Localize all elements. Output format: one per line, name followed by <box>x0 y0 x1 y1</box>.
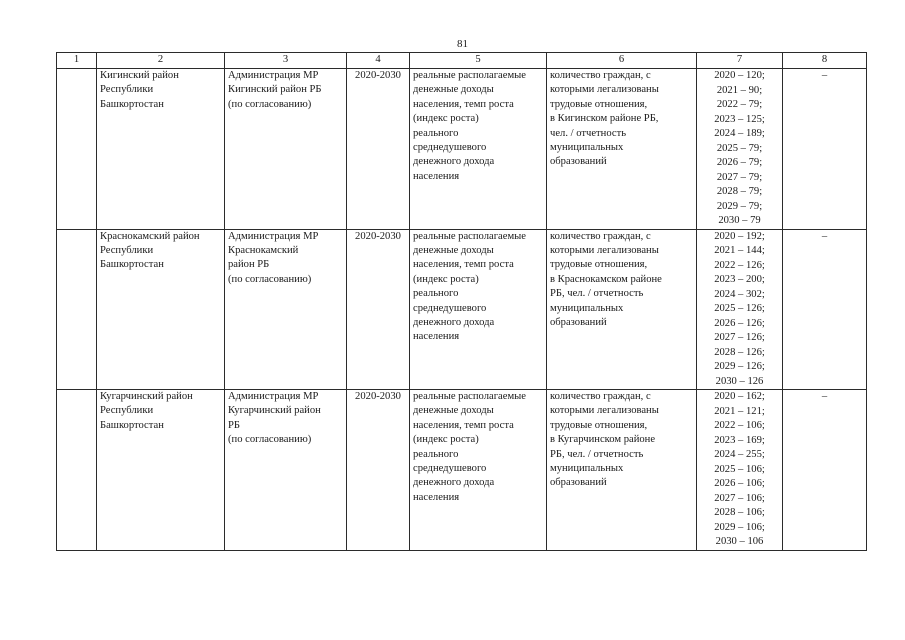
values-line: 2027 – 79; <box>716 171 763 183</box>
note-text: – <box>821 70 828 81</box>
indicator-line: населения, темп роста <box>413 98 514 110</box>
measure-line: чел. / отчетность <box>550 127 627 139</box>
executor-line: (по согласованию) <box>228 98 312 110</box>
district-line: Республики <box>100 405 154 417</box>
indicator-line: населения <box>413 170 460 182</box>
district-name <box>100 390 221 433</box>
executor-name <box>228 230 343 288</box>
values-list <box>700 390 779 550</box>
values-line: 2030 – 106 <box>715 536 764 547</box>
values-line: 2022 – 106; <box>714 420 765 431</box>
district-line: Башкортостан <box>100 98 164 110</box>
indicator-line: денежного дохода <box>413 156 495 168</box>
table-row <box>57 69 867 230</box>
indicator-line: реального <box>413 288 459 300</box>
executor-line: РБ <box>228 419 240 431</box>
district-name <box>100 69 221 112</box>
period-text: 2020-2030 <box>355 230 401 242</box>
executor-cell <box>225 229 347 390</box>
indicator-line: среднедушевого <box>413 142 487 154</box>
measure-line: количество граждан, с <box>550 230 651 242</box>
header-cell: 1 <box>57 53 97 69</box>
values-line: 2023 – 125; <box>714 113 765 125</box>
district-line: Башкортостан <box>100 259 164 271</box>
indicator-line: населения, темп роста <box>413 259 514 271</box>
executor-name <box>228 390 343 448</box>
period-text: 2020-2030 <box>355 391 401 402</box>
district-cell <box>97 229 225 390</box>
period-cell <box>347 229 410 390</box>
district-line: Башкортостан <box>100 419 164 431</box>
indicator-text <box>413 230 543 345</box>
executor-line: район РБ <box>228 259 270 271</box>
values-line: 2020 – 120; <box>714 70 765 81</box>
indicator-line: реального <box>413 448 459 460</box>
indicator-line: среднедушевого <box>413 302 487 314</box>
measure-line: трудовые отношения, <box>550 98 648 110</box>
executor-line: Кигинский район РБ <box>228 84 322 96</box>
values-line: 2020 – 192; <box>714 230 765 242</box>
row-number-cell <box>57 69 97 230</box>
indicator-line: денежного дохода <box>413 477 495 489</box>
values-list <box>700 230 779 390</box>
values-line: 2023 – 169; <box>714 434 765 446</box>
values-line: 2022 – 126; <box>714 259 765 271</box>
values-line: 2024 – 255; <box>714 449 765 460</box>
values-line: 2028 – 79; <box>716 186 763 197</box>
executor-line: Администрация МР <box>228 230 319 242</box>
row-number-cell <box>57 390 97 551</box>
district-line: Кигинский район <box>100 70 179 81</box>
executor-line: Администрация МР <box>228 391 319 402</box>
period-cell <box>347 390 410 551</box>
indicator-line: денежного дохода <box>413 316 495 328</box>
indicator-line: (индекс роста) <box>413 434 479 446</box>
indicator-cell <box>410 390 547 551</box>
measure-line: образований <box>550 316 607 328</box>
measure-line: РБ, чел. / отчетность <box>550 448 644 460</box>
values-cell <box>697 69 783 230</box>
measure-text <box>550 390 693 491</box>
district-line: Республики <box>100 84 154 96</box>
header-cell: 4 <box>347 53 410 69</box>
executor-line: Администрация МР <box>228 70 319 81</box>
indicator-line: (индекс роста) <box>413 273 479 285</box>
measure-cell <box>547 229 697 390</box>
header-cell: 5 <box>410 53 547 69</box>
measure-line: которыми легализованы <box>550 244 659 256</box>
values-line: 2028 – 106; <box>714 507 765 518</box>
indicator-line: среднедушевого <box>413 463 487 475</box>
measure-line: которыми легализованы <box>550 84 659 96</box>
indicator-line: денежные доходы <box>413 244 494 256</box>
values-cell <box>697 390 783 551</box>
note-cell <box>783 229 867 390</box>
values-line: 2022 – 79; <box>716 99 763 110</box>
indicator-line: населения <box>413 491 460 503</box>
values-line: 2028 – 126; <box>714 346 765 358</box>
measure-line: образований <box>550 477 607 489</box>
values-list <box>700 69 779 229</box>
values-line: 2021 – 121; <box>714 405 765 417</box>
measure-line: количество граждан, с <box>550 391 651 402</box>
values-line: 2021 – 144; <box>714 245 765 256</box>
header-cell: 8 <box>783 53 867 69</box>
table-row <box>57 390 867 551</box>
executor-line: Краснокамский <box>228 244 299 256</box>
measure-text <box>550 230 693 331</box>
note-text: – <box>821 230 828 242</box>
note-cell <box>783 390 867 551</box>
indicator-line: населения, темп роста <box>413 419 514 431</box>
district-cell <box>97 69 225 230</box>
values-line: 2025 – 79; <box>716 142 763 154</box>
measure-cell <box>547 390 697 551</box>
measure-line: которыми легализованы <box>550 405 659 417</box>
values-line: 2029 – 106; <box>714 521 765 533</box>
values-line: 2026 – 106; <box>714 478 765 489</box>
measure-line: в Кигинском районе РБ, <box>550 113 659 125</box>
values-line: 2020 – 162; <box>714 391 765 402</box>
period-text: 2020-2030 <box>355 70 401 81</box>
values-line: 2024 – 189; <box>714 128 765 139</box>
executor-name <box>228 69 343 112</box>
executor-line: Кугарчинский район <box>228 405 321 417</box>
measure-line: образований <box>550 156 607 168</box>
executor-line: (по согласованию) <box>228 273 312 285</box>
values-cell <box>697 229 783 390</box>
values-line: 2029 – 126; <box>714 361 765 372</box>
measure-line: в Краснокамском районе <box>550 273 662 285</box>
indicator-cell <box>410 229 547 390</box>
district-line: Кугарчинский район <box>100 391 193 402</box>
indicator-line: населения <box>413 331 460 343</box>
values-line: 2021 – 90; <box>716 84 763 96</box>
measure-line: муниципальных <box>550 463 624 475</box>
period-cell <box>347 69 410 230</box>
values-line: 2030 – 79 <box>718 215 761 226</box>
values-line: 2027 – 106; <box>714 492 765 504</box>
executor-cell <box>225 69 347 230</box>
values-line: 2026 – 79; <box>716 157 763 168</box>
measure-cell <box>547 69 697 230</box>
table-row <box>57 229 867 390</box>
district-line: Республики <box>100 244 154 256</box>
header-cell: 7 <box>697 53 783 69</box>
district-name <box>100 230 221 273</box>
indicator-line: реального <box>413 127 459 139</box>
indicator-text <box>413 69 543 184</box>
values-line: 2026 – 126; <box>714 317 765 329</box>
district-line: Краснокамский район <box>100 230 200 242</box>
measure-line: количество граждан, с <box>550 70 651 81</box>
measure-line: муниципальных <box>550 302 624 314</box>
data-table <box>56 52 867 551</box>
indicator-line: денежные доходы <box>413 84 494 96</box>
measure-text <box>550 69 693 170</box>
values-line: 2025 – 106; <box>714 463 765 475</box>
note-text: – <box>821 391 828 402</box>
executor-cell <box>225 390 347 551</box>
header-cell: 6 <box>547 53 697 69</box>
values-line: 2030 – 126 <box>715 375 764 387</box>
values-line: 2023 – 200; <box>714 274 765 285</box>
measure-line: трудовые отношения, <box>550 259 648 271</box>
values-line: 2025 – 126; <box>714 303 765 314</box>
indicator-line: (индекс роста) <box>413 113 479 125</box>
executor-line: (по согласованию) <box>228 434 312 446</box>
indicator-line: реальные располагаемые <box>413 70 526 81</box>
indicator-cell <box>410 69 547 230</box>
indicator-line: реальные располагаемые <box>413 391 526 402</box>
indicator-line: реальные располагаемые <box>413 230 526 242</box>
values-line: 2027 – 126; <box>714 332 765 343</box>
measure-line: в Кугарчинском районе <box>550 434 656 446</box>
measure-line: РБ, чел. / отчетность <box>550 288 644 300</box>
page-number: 81 <box>457 38 468 50</box>
indicator-text <box>413 390 543 505</box>
values-line: 2024 – 302; <box>714 288 765 300</box>
header-row <box>57 53 867 69</box>
note-cell <box>783 69 867 230</box>
measure-line: муниципальных <box>550 142 624 154</box>
header-cell: 2 <box>97 53 225 69</box>
indicator-line: денежные доходы <box>413 405 494 417</box>
values-line: 2029 – 79; <box>716 200 763 212</box>
row-number-cell <box>57 229 97 390</box>
district-cell <box>97 390 225 551</box>
header-cell: 3 <box>225 53 347 69</box>
measure-line: трудовые отношения, <box>550 419 648 431</box>
